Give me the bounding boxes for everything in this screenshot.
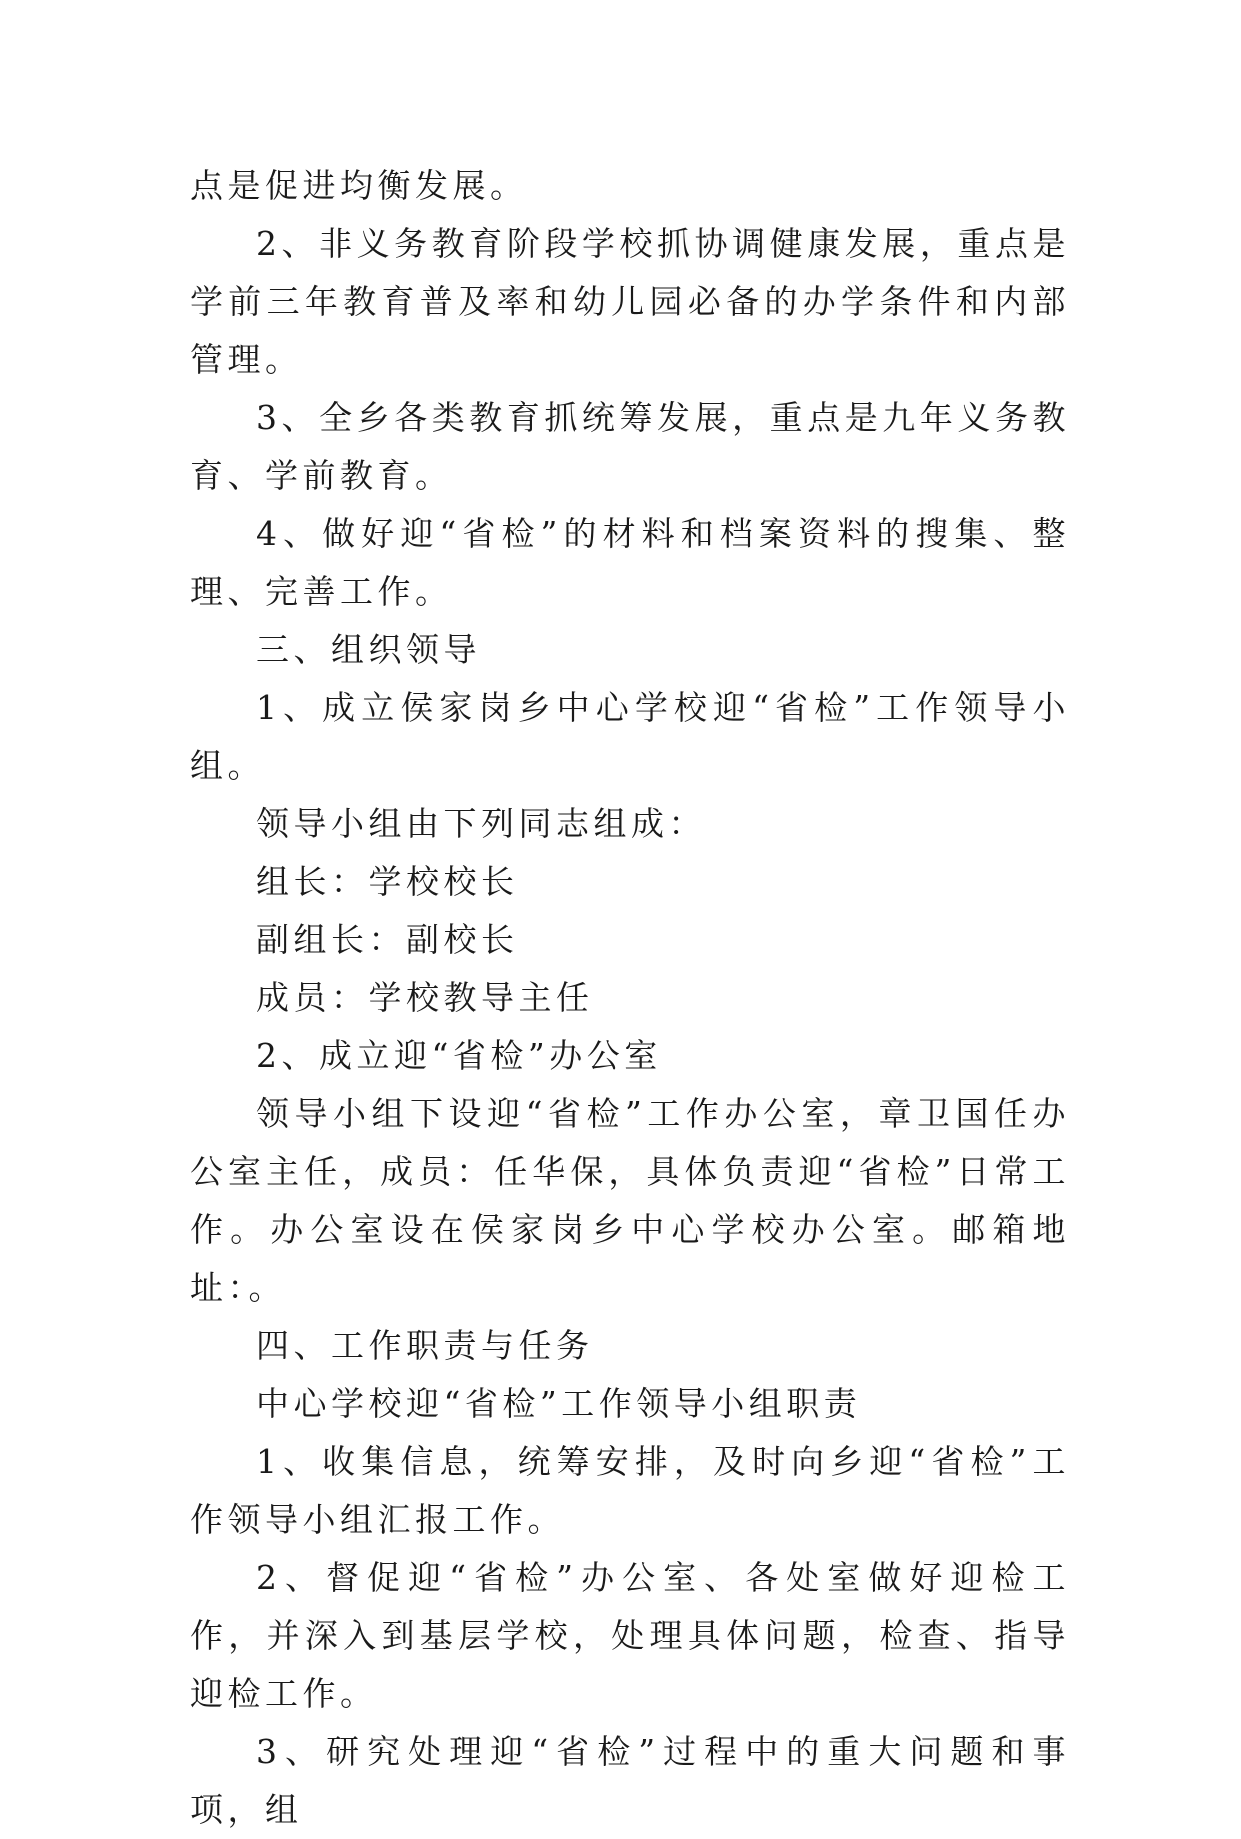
paragraph-office-setup: 2、成立迎“省检”办公室 — [256, 1036, 662, 1075]
section-heading-organization: 三、组织领导 — [256, 630, 481, 669]
paragraph-group-members-intro: 领导小组由下列同志组成： — [256, 804, 706, 843]
section-heading-duties: 四、工作职责与任务 — [256, 1326, 594, 1365]
paragraph-leadership-group: 1、成立侯家岗乡中心学校迎“省检”工作领导小组。 — [190, 688, 1070, 785]
paragraph-duties-title: 中心学校迎“省检”工作领导小组职责 — [256, 1384, 862, 1423]
paragraph-item-4: 4、做好迎“省检”的材料和档案资料的搜集、整理、完善工作。 — [190, 514, 1070, 611]
paragraph-continuation: 点是促进均衡发展。 — [190, 166, 528, 205]
paragraph-item-2: 2、非义务教育阶段学校抓协调健康发展，重点是学前三年教育普及率和幼儿园必备的办学条件和内部管理。 — [190, 224, 1070, 379]
paragraph-duty-1: 1、收集信息，统筹安排，及时向乡迎“省检”工作领导小组汇报工作。 — [190, 1442, 1070, 1539]
paragraph-group-leader: 组长：学校校长 — [256, 862, 519, 901]
document-body — [190, 157, 1070, 1839]
paragraph-deputy-leader: 副组长：副校长 — [256, 920, 519, 959]
paragraph-office-details: 领导小组下设迎“省检”工作办公室，章卫国任办公室主任，成员：任华保，具体负责迎“省检”日常工作。办公室设在侯家岗乡中心学校办公室。邮箱地址：。 — [190, 1094, 1070, 1307]
paragraph-item-3: 3、全乡各类教育抓统筹发展，重点是九年义务教育、学前教育。 — [190, 398, 1070, 495]
paragraph-members: 成员：学校教导主任 — [256, 978, 594, 1017]
paragraph-duty-2: 2、督促迎“省检”办公室、各处室做好迎检工作，并深入到基层学校，处理具体问题，检查、指导迎检工作。 — [190, 1558, 1070, 1713]
paragraph-duty-3: 3、研究处理迎“省检”过程中的重大问题和事项，组 — [190, 1732, 1070, 1829]
